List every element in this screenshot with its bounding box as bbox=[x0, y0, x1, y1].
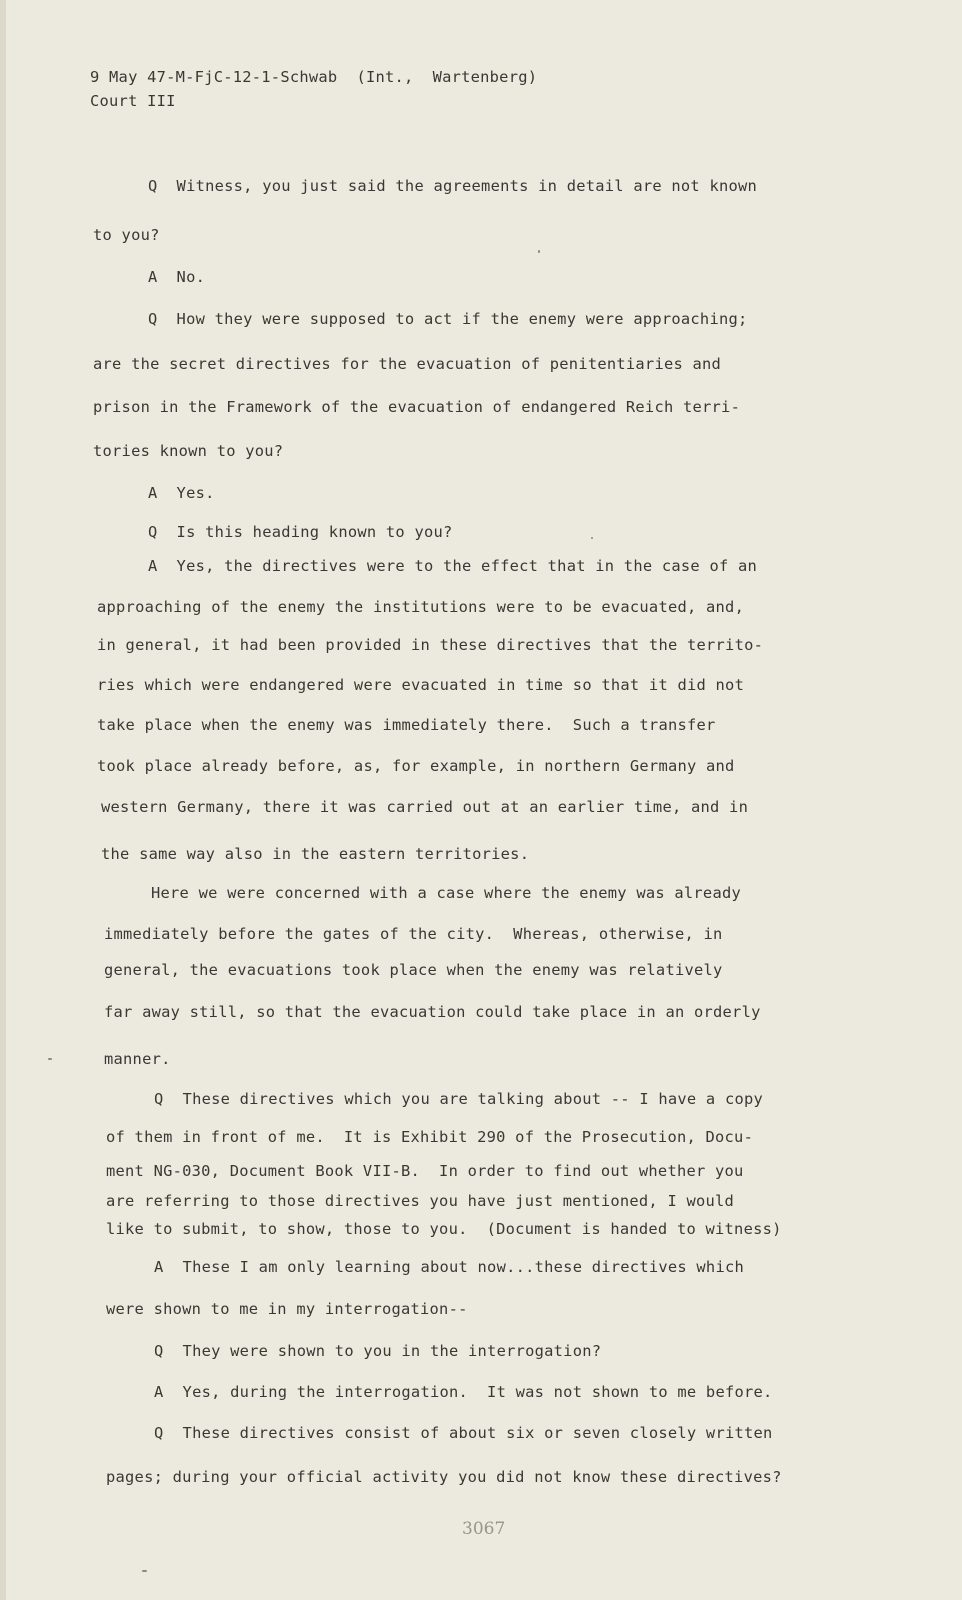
transcript-line: are the secret directives for the evacuation of penitentiaries and bbox=[93, 355, 722, 373]
transcript-line: were shown to me in my interrogation-- bbox=[106, 1300, 468, 1318]
page-number: 3067 bbox=[462, 1519, 506, 1539]
transcript-line: ment NG-030, Document Book VII-B. In order to find out whether you bbox=[106, 1162, 744, 1180]
transcript-line: like to submit, to show, those to you. (Document is handed to witness) bbox=[106, 1220, 782, 1238]
transcript-line: Q These directives which you are talking about -- I have a copy bbox=[154, 1090, 764, 1108]
transcript-line: A Yes, the directives were to the effect that in the case of an bbox=[148, 557, 758, 575]
transcript-line: ries which were endangered were evacuated in time so that it did not bbox=[97, 676, 745, 694]
transcript-line: are referring to those directives you have just mentioned, I would bbox=[106, 1192, 735, 1210]
transcript-line: A Yes. bbox=[148, 484, 215, 502]
transcript-line: Q They were shown to you in the interrogation? bbox=[154, 1342, 602, 1360]
transcript-line: manner. bbox=[104, 1050, 171, 1068]
transcript-line: Q These directives consist of about six or seven closely written bbox=[154, 1424, 773, 1442]
transcript-line: the same way also in the eastern territories. bbox=[101, 845, 530, 863]
transcript-line: immediately before the gates of the city. Whereas, otherwise, in bbox=[104, 925, 723, 943]
paper-speck bbox=[591, 537, 593, 539]
paper-speck bbox=[142, 1570, 147, 1572]
transcript-line: take place when the enemy was immediately there. Such a transfer bbox=[97, 716, 716, 734]
transcript-line: far away still, so that the evacuation could take place in an orderly bbox=[104, 1003, 761, 1021]
transcript-line: Q How they were supposed to act if the enemy were approaching; bbox=[148, 310, 748, 328]
paper-speck bbox=[48, 1058, 52, 1060]
transcript-line: A Yes, during the interrogation. It was not shown to me before. bbox=[154, 1383, 773, 1401]
transcript-line: prison in the Framework of the evacuation of endangered Reich terri- bbox=[93, 398, 741, 416]
transcript-line: western Germany, there it was carried out at an earlier time, and in bbox=[101, 798, 749, 816]
transcript-line: A These I am only learning about now...these directives which bbox=[154, 1258, 744, 1276]
transcript-line: in general, it had been provided in these directives that the territo- bbox=[97, 636, 764, 654]
transcript-line: tories known to you? bbox=[93, 442, 284, 460]
header-court-line: Court III bbox=[90, 92, 176, 110]
transcript-line: pages; during your official activity you did not know these directives? bbox=[106, 1468, 782, 1486]
transcript-line: Here we were concerned with a case where the enemy was already bbox=[151, 884, 741, 902]
transcript-line: A No. bbox=[148, 268, 206, 286]
transcript-line: general, the evacuations took place when the enemy was relatively bbox=[104, 961, 723, 979]
page-edge-shadow bbox=[0, 0, 6, 1600]
transcript-line: to you? bbox=[93, 226, 160, 244]
header-session-line: 9 May 47-M-FjC-12-1-Schwab (Int., Wartenberg) bbox=[90, 68, 538, 86]
paper-speck bbox=[538, 250, 540, 253]
transcript-line: Q Witness, you just said the agreements in detail are not known bbox=[148, 177, 758, 195]
transcript-line: approaching of the enemy the institutions were to be evacuated, and, bbox=[97, 598, 745, 616]
transcript-line: of them in front of me. It is Exhibit 290 of the Prosecution, Docu- bbox=[106, 1128, 754, 1146]
transcript-line: Q Is this heading known to you? bbox=[148, 523, 453, 541]
transcript-line: took place already before, as, for example, in northern Germany and bbox=[97, 757, 735, 775]
